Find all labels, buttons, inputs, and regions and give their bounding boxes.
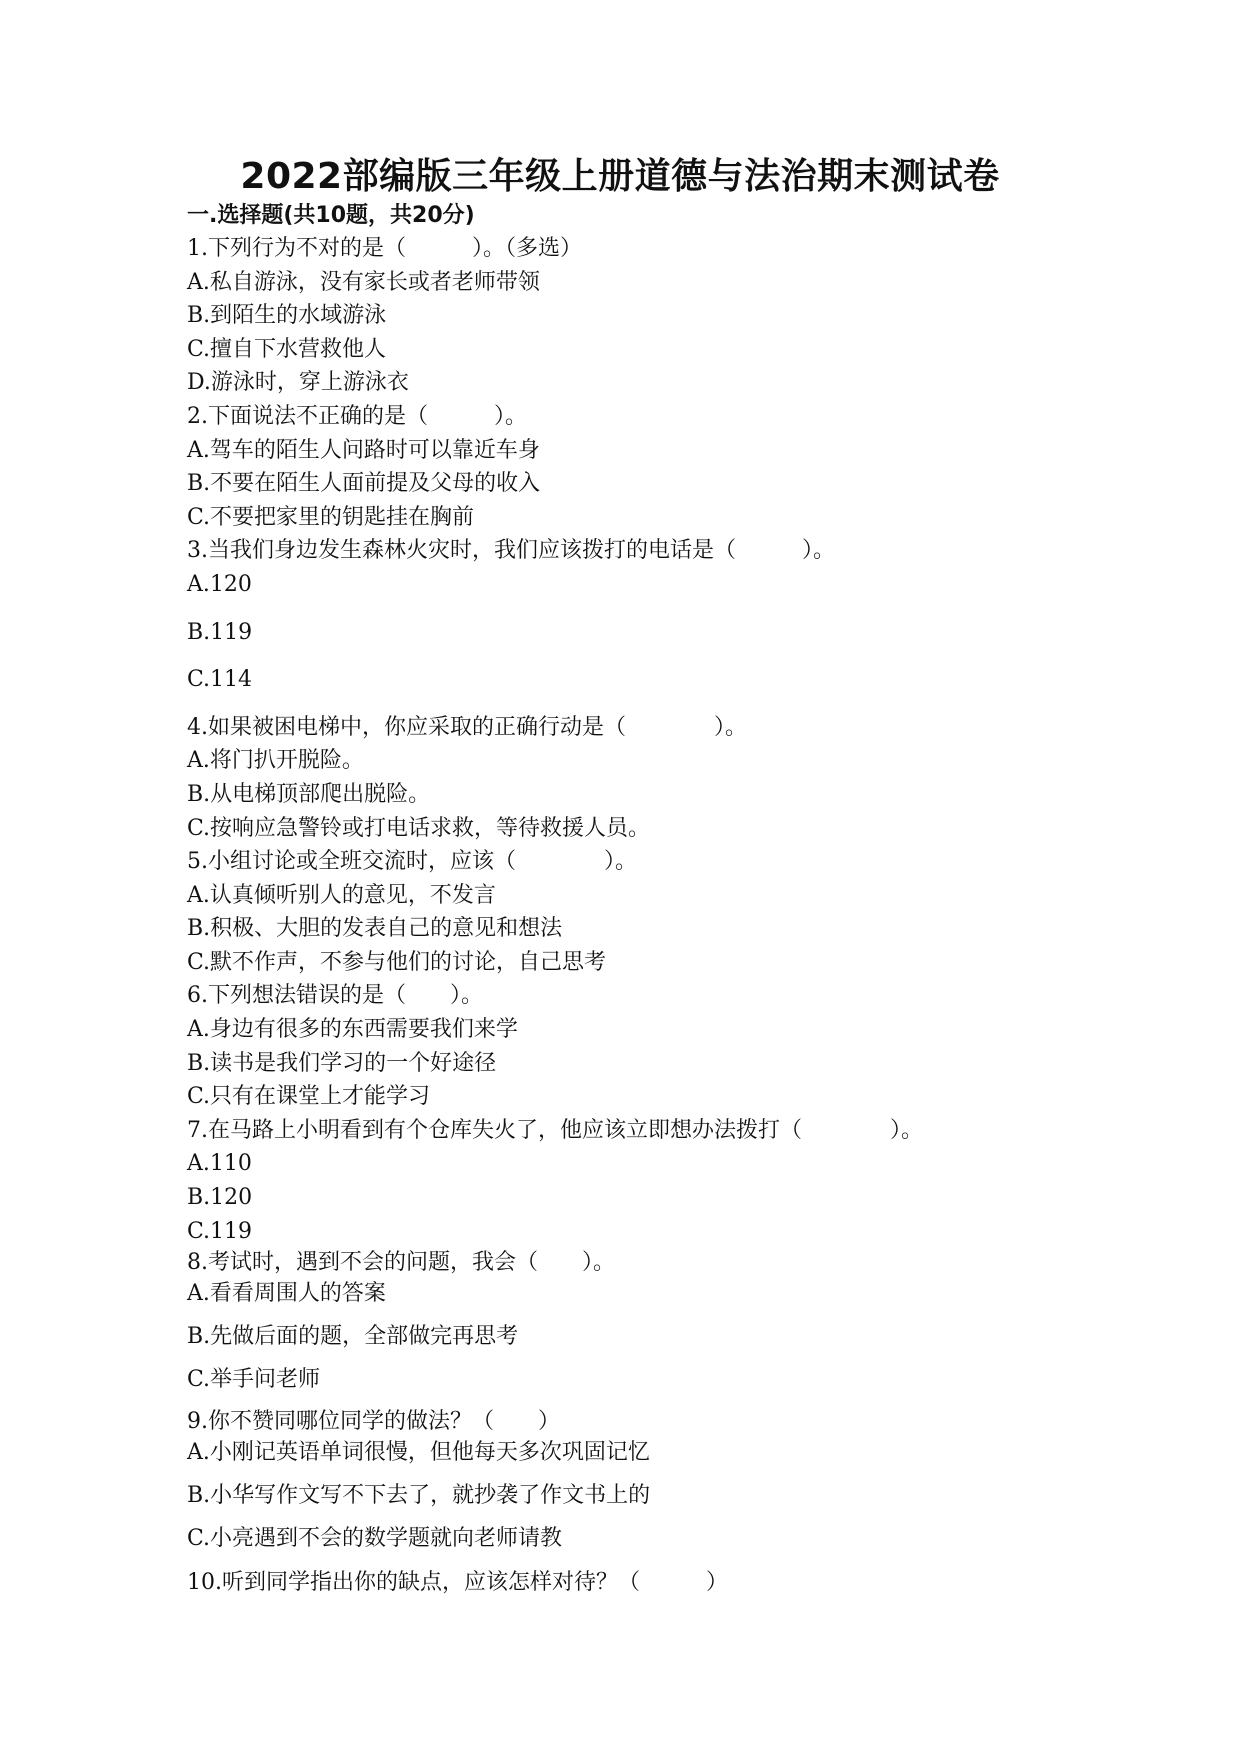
question-8 (187, 1248, 1187, 1396)
option-a: A.110 (187, 1151, 252, 1177)
question-2 (187, 400, 1187, 534)
option-b: B.小华写作文写不下去了，就抄袭了作文书上的 (187, 1483, 651, 1509)
option-a: A.120 (187, 571, 252, 597)
question-5 (187, 845, 1187, 979)
option-c: C.只有在课堂上才能学习 (187, 1084, 431, 1110)
option-b: B.119 (187, 619, 253, 645)
question-10 (187, 1566, 1187, 1600)
exam-title: 2022部编版三年级上册道德与法治期末测试卷 (240, 156, 1000, 197)
question-stem: 7.在马路上小明看到有个仓库失火了，他应该立即想办法拨打（ ）。 (187, 1117, 923, 1143)
option-c: C.举手问老师 (187, 1367, 321, 1393)
option-b: B.不要在陌生人面前提及父母的收入 (187, 471, 541, 497)
option-a: A.认真倾听别人的意见，不发言 (187, 882, 496, 908)
option-b: B.到陌生的水域游泳 (187, 303, 387, 329)
option-a: A.驾车的陌生人问路时可以靠近车身 (187, 437, 540, 463)
question-3 (187, 534, 1187, 696)
option-a: A.将门扒开脱险。 (187, 748, 364, 774)
question-stem: 1.下列行为不对的是（ ）。（多选） (187, 236, 582, 261)
question-stem: 10.听到同学指出你的缺点，应该怎样对待？（ ） (187, 1570, 728, 1596)
option-c: C.默不作声，不参与他们的讨论，自己思考 (187, 949, 607, 975)
option-a: A.小刚记英语单词很慢，但他每天多次巩固记忆 (187, 1440, 650, 1466)
question-stem: 3.当我们身边发生森林火灾时，我们应该拨打的电话是（ ）。 (187, 538, 835, 564)
option-a: A.私自游泳，没有家长或者老师带领 (187, 269, 540, 295)
question-6 (187, 979, 1187, 1113)
option-b: B.读书是我们学习的一个好途径 (187, 1050, 497, 1076)
question-list (187, 232, 1187, 1600)
question-stem: 5.小组讨论或全班交流时，应该（ ）。 (187, 849, 637, 875)
option-c: C.不要把家里的钥匙挂在胸前 (187, 504, 475, 530)
option-b: B.从电梯顶部爬出脱险。 (187, 781, 431, 807)
option-a: A.看看周围人的答案 (187, 1281, 386, 1307)
option-c: C.按响应急警铃或打电话求救，等待救援人员。 (187, 815, 651, 841)
option-c: C.114 (187, 667, 253, 693)
option-c: C.119 (187, 1218, 253, 1244)
question-stem: 9.你不赞同哪位同学的做法？（ ） (187, 1409, 560, 1435)
question-7 (187, 1114, 1187, 1248)
question-stem: 4.如果被困电梯中，你应采取的正确行动是（ ）。 (187, 714, 747, 740)
option-d: D.游泳时，穿上游泳衣 (187, 370, 409, 396)
question-stem: 6.下列想法错误的是（ ）。 (187, 983, 483, 1009)
option-c: C.小亮遇到不会的数学题就向老师请教 (187, 1526, 563, 1552)
option-b: B.积极、大胆的发表自己的意见和想法 (187, 916, 563, 942)
question-9 (187, 1407, 1187, 1555)
question-stem: 8.考试时，遇到不会的问题，我会（ ）。 (187, 1250, 615, 1276)
question-4 (187, 711, 1187, 845)
section-heading: 一.选择题(共10题，共20分) (187, 203, 475, 228)
option-a: A.身边有很多的东西需要我们来学 (187, 1017, 518, 1043)
option-b: B.先做后面的题，全部做完再思考 (187, 1324, 519, 1350)
option-b: B.120 (187, 1185, 253, 1211)
option-c: C.擅自下水营救他人 (187, 336, 387, 362)
question-stem: 2.下面说法不正确的是（ ）。 (187, 403, 527, 429)
question-1 (187, 232, 1187, 400)
